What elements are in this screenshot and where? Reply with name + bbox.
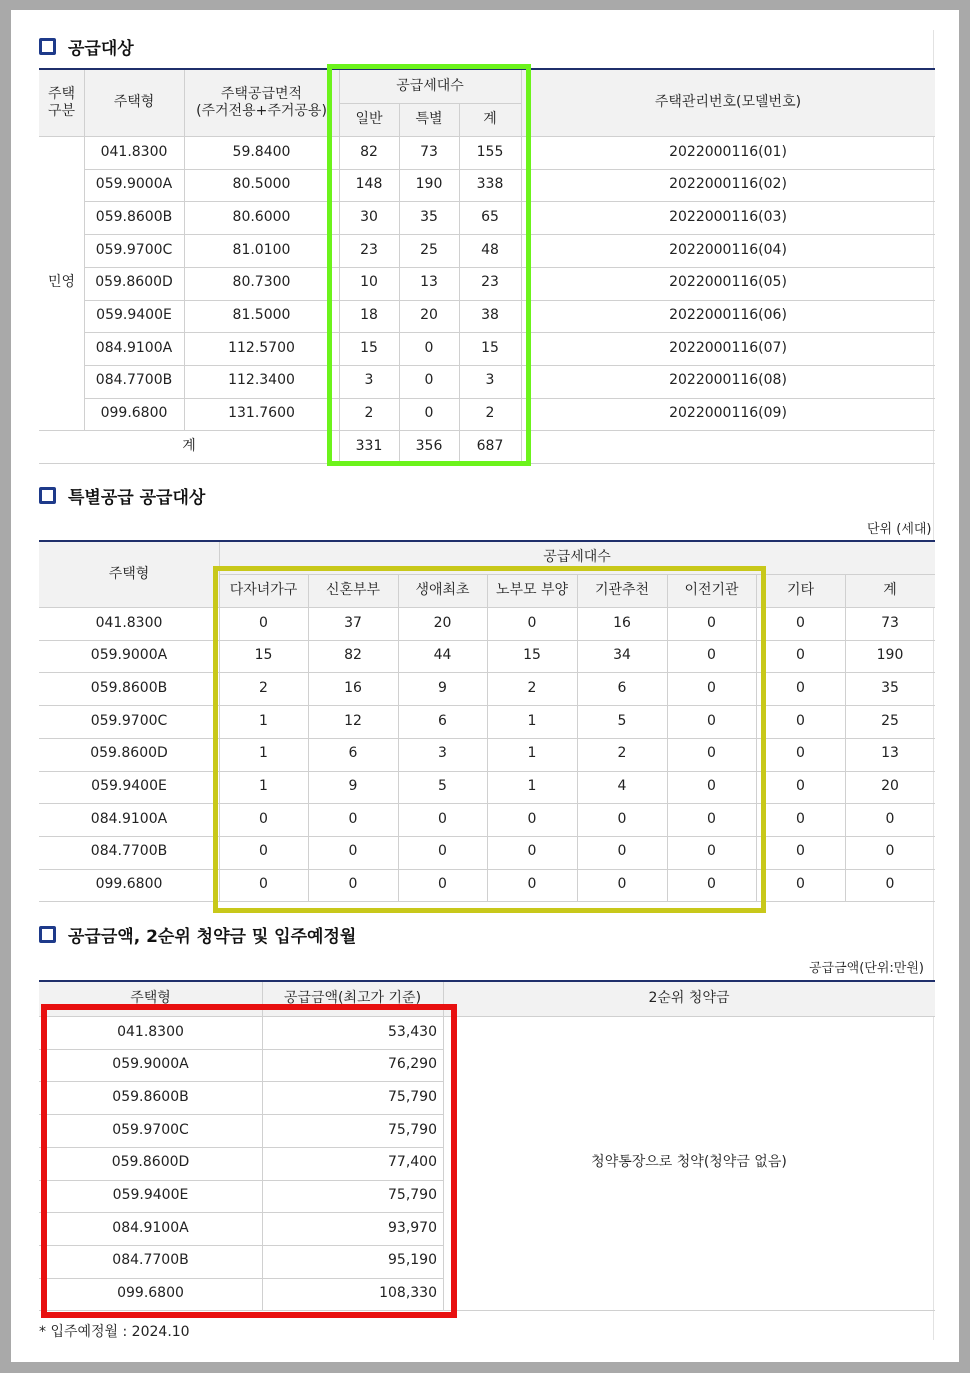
header-housing-type: 주택형	[39, 982, 262, 1016]
housing-type-cell: 059.9000A	[95, 176, 173, 193]
special-count-cell: 0	[438, 810, 447, 827]
special-count-cell: 82	[344, 647, 362, 664]
housing-category-value: 민영	[47, 274, 76, 291]
special-count-cell: 0	[707, 876, 716, 893]
header-special: 특별	[399, 103, 459, 136]
column-divider	[399, 103, 400, 463]
row-divider	[39, 901, 935, 902]
special-count-cell: 25	[420, 241, 438, 258]
special-count-cell: 6	[438, 712, 447, 729]
special-count-cell: 2	[259, 679, 268, 696]
special-count-cell: 0	[707, 647, 716, 664]
column-divider	[339, 70, 340, 463]
total-count-cell: 2	[485, 405, 495, 422]
header-special-category: 노부모 부양	[487, 574, 577, 607]
footnote-move-in: * 입주예정월 : 2024.10	[39, 1324, 190, 1340]
special-count-cell: 0	[348, 876, 358, 893]
special-count-cell: 0	[796, 745, 805, 762]
special-count-cell: 34	[613, 647, 631, 664]
total-count-cell: 155	[476, 143, 504, 160]
special-count-cell: 44	[433, 647, 452, 664]
header-housing-type: 주택형	[84, 70, 184, 136]
sum-general: 331	[355, 437, 383, 454]
housing-type-cell: 059.8600B	[112, 1088, 189, 1105]
special-count-cell: 4	[617, 778, 627, 795]
housing-type-cell: 041.8300	[100, 143, 168, 160]
header-special-category: 기관추천	[577, 574, 667, 607]
special-count-cell: 0	[796, 614, 805, 631]
unit-label: 공급금액(단위:만원)	[809, 961, 924, 976]
total-count-cell: 38	[481, 307, 499, 324]
supply-area-cell: 112.3400	[228, 372, 295, 389]
supply-area-cell: 112.5700	[228, 339, 295, 356]
column-divider	[84, 70, 85, 430]
special-count-cell: 9	[438, 679, 447, 696]
header-management-number: 주택관리번호(모델번호)	[521, 70, 935, 136]
supply-area-cell: 59.8400	[232, 143, 291, 160]
header-supply-price: 공급금액(최고가 기준)	[262, 982, 443, 1016]
row-divider	[339, 103, 521, 104]
housing-type-cell: 059.9000A	[112, 1056, 189, 1073]
special-count-cell: 20	[433, 614, 452, 631]
special-count-cell: 190	[415, 176, 443, 193]
total-count-cell: 23	[481, 274, 499, 291]
special-count-cell: 0	[617, 876, 627, 893]
management-number-cell: 2022000116(01)	[669, 143, 787, 160]
column-divider	[487, 574, 488, 901]
supply-price-cell: 93,970	[388, 1219, 437, 1236]
special-count-cell: 2	[527, 679, 537, 696]
column-divider	[521, 70, 522, 463]
second-deposit-value: 청약통장으로 청약(청약금 없음)	[591, 1154, 787, 1171]
general-count-cell: 30	[360, 208, 378, 225]
section-title-text: 공급대상	[68, 39, 134, 59]
special-count-cell: 0	[707, 810, 716, 827]
special-count-cell: 15	[523, 647, 541, 664]
special-count-cell: 3	[438, 745, 447, 762]
special-count-cell: 0	[796, 843, 805, 860]
special-count-cell: 0	[424, 405, 434, 422]
housing-type-cell: 059.9000A	[90, 647, 168, 664]
housing-type-cell: 099.6800	[100, 405, 168, 422]
special-count-cell: 35	[881, 679, 899, 696]
special-count-cell: 0	[438, 843, 447, 860]
section-title-special	[39, 483, 205, 508]
special-count-cell: 0	[348, 810, 358, 827]
total-count-cell: 48	[481, 241, 499, 258]
column-divider	[577, 574, 578, 901]
management-number-cell: 2022000116(02)	[669, 176, 787, 193]
general-count-cell: 10	[360, 274, 378, 291]
special-supply-table	[39, 540, 935, 906]
sum-label: 계	[182, 437, 196, 454]
special-count-cell: 1	[259, 712, 268, 729]
special-count-cell: 37	[344, 614, 362, 631]
square-bullet-icon	[39, 487, 56, 504]
section-title-price	[39, 922, 356, 947]
special-count-cell: 1	[527, 778, 537, 795]
housing-type-cell: 059.9400E	[91, 778, 167, 795]
total-count-cell: 15	[481, 339, 499, 356]
header-supply-count: 공급세대수	[219, 542, 935, 574]
header-general: 일반	[339, 103, 399, 136]
special-count-cell: 13	[881, 745, 899, 762]
housing-type-cell: 059.9700C	[112, 1121, 189, 1138]
sum-special: 356	[415, 437, 443, 454]
column-divider	[459, 103, 460, 463]
housing-type-cell: 084.9100A	[112, 1219, 189, 1236]
special-count-cell: 1	[527, 712, 537, 729]
special-count-cell: 0	[527, 876, 537, 893]
supply-area-cell: 80.7300	[232, 274, 291, 291]
header-special-category: 생애최초	[398, 574, 487, 607]
special-count-cell: 0	[707, 614, 716, 631]
special-count-cell: 0	[707, 778, 716, 795]
special-count-cell: 1	[259, 745, 268, 762]
row-divider	[39, 1310, 443, 1311]
housing-type-cell: 084.9100A	[90, 810, 168, 827]
general-count-cell: 3	[364, 372, 374, 389]
housing-type-cell: 059.8600B	[90, 679, 168, 696]
housing-type-cell: 041.8300	[95, 614, 163, 631]
management-number-cell: 2022000116(04)	[669, 241, 787, 258]
management-number-cell: 2022000116(06)	[669, 307, 787, 324]
header-housing-type: 주택형	[39, 542, 219, 607]
column-divider	[219, 542, 220, 901]
special-count-cell: 0	[885, 876, 895, 893]
column-divider	[845, 574, 846, 901]
housing-type-cell: 084.9100A	[95, 339, 173, 356]
header-total: 계	[459, 103, 521, 136]
header-special-category: 신혼부부	[308, 574, 398, 607]
supply-table	[39, 68, 935, 466]
special-count-cell: 0	[348, 843, 358, 860]
total-count-cell: 338	[476, 176, 504, 193]
column-divider	[262, 982, 263, 1310]
unit-label: 단위 (세대)	[867, 522, 932, 537]
total-count-cell: 65	[481, 208, 499, 225]
management-number-cell: 2022000116(03)	[669, 208, 787, 225]
header-special-category: 다자녀가구	[219, 574, 308, 607]
supply-price-cell: 77,400	[388, 1154, 437, 1171]
section-title-text: 공급금액, 2순위 청약금 및 입주예정월	[68, 927, 357, 947]
special-count-cell: 16	[613, 614, 631, 631]
special-count-cell: 73	[420, 143, 438, 160]
column-divider	[308, 574, 309, 901]
special-count-cell: 5	[617, 712, 627, 729]
housing-type-cell: 099.6800	[95, 876, 163, 893]
special-count-cell: 73	[881, 614, 899, 631]
special-count-cell: 1	[527, 745, 537, 762]
special-count-cell: 0	[707, 712, 716, 729]
housing-type-cell: 059.9400E	[96, 307, 172, 324]
header-special-category: 계	[845, 574, 935, 607]
housing-type-cell: 084.7700B	[95, 372, 173, 389]
special-count-cell: 13	[420, 274, 438, 291]
housing-type-cell: 059.9700C	[90, 712, 168, 729]
total-count-cell: 3	[485, 372, 495, 389]
section-title-supply	[39, 34, 134, 59]
management-number-cell: 2022000116(09)	[669, 405, 787, 422]
general-count-cell: 148	[355, 176, 383, 193]
special-count-cell: 0	[796, 810, 805, 827]
header-special-category: 이전기관	[667, 574, 756, 607]
housing-type-cell: 059.9400E	[112, 1187, 189, 1204]
special-count-cell: 2	[617, 745, 627, 762]
housing-type-cell: 059.8600D	[90, 745, 168, 762]
special-count-cell: 0	[796, 712, 805, 729]
housing-type-cell: 059.9700C	[95, 241, 173, 258]
special-count-cell: 0	[527, 614, 537, 631]
special-count-cell: 9	[348, 778, 358, 795]
row-divider	[443, 1310, 935, 1311]
housing-type-cell: 099.6800	[117, 1285, 184, 1302]
special-count-cell: 0	[424, 372, 434, 389]
special-count-cell: 25	[881, 712, 899, 729]
column-divider	[756, 574, 757, 901]
supply-area-cell: 80.5000	[232, 176, 291, 193]
supply-price-cell: 53,430	[388, 1023, 437, 1040]
special-count-cell: 20	[420, 307, 438, 324]
document-page	[11, 10, 959, 1362]
management-number-cell: 2022000116(08)	[669, 372, 787, 389]
supply-price-cell: 95,190	[388, 1252, 437, 1269]
section-title-text: 특별공급 공급대상	[68, 488, 206, 508]
special-count-cell: 0	[885, 810, 895, 827]
column-divider	[398, 574, 399, 901]
general-count-cell: 18	[360, 307, 378, 324]
housing-type-cell: 084.7700B	[112, 1252, 189, 1269]
special-count-cell: 0	[527, 810, 537, 827]
special-count-cell: 0	[259, 843, 268, 860]
sum-total: 687	[476, 437, 504, 454]
management-number-cell: 2022000116(05)	[669, 274, 787, 291]
square-bullet-icon	[39, 926, 56, 943]
general-count-cell: 82	[360, 143, 378, 160]
special-count-cell: 0	[424, 339, 434, 356]
management-number-cell: 2022000116(07)	[669, 339, 787, 356]
special-count-cell: 0	[259, 876, 268, 893]
special-count-cell: 20	[881, 778, 899, 795]
supply-price-cell: 76,290	[388, 1056, 437, 1073]
special-count-cell: 0	[796, 778, 805, 795]
column-divider	[667, 574, 668, 901]
special-count-cell: 0	[259, 614, 268, 631]
square-bullet-icon	[39, 38, 56, 55]
special-count-cell: 35	[420, 208, 438, 225]
special-count-cell: 5	[438, 778, 447, 795]
supply-area-cell: 81.0100	[232, 241, 291, 258]
housing-type-cell: 059.8600D	[95, 274, 173, 291]
special-count-cell: 6	[617, 679, 627, 696]
supply-price-cell: 75,790	[388, 1187, 437, 1204]
special-count-cell: 0	[617, 843, 627, 860]
special-count-cell: 0	[259, 810, 268, 827]
special-count-cell: 0	[796, 679, 805, 696]
special-count-cell: 0	[796, 876, 805, 893]
general-count-cell: 15	[360, 339, 378, 356]
header-supply-count: 공급세대수	[339, 70, 521, 103]
special-count-cell: 0	[527, 843, 537, 860]
special-count-cell: 0	[885, 843, 895, 860]
special-count-cell: 1	[259, 778, 268, 795]
supply-price-cell: 75,790	[388, 1121, 437, 1138]
general-count-cell: 2	[364, 405, 374, 422]
special-count-cell: 6	[348, 745, 358, 762]
supply-area-cell: 80.6000	[232, 208, 291, 225]
special-count-cell: 16	[344, 679, 362, 696]
housing-type-cell: 041.8300	[117, 1023, 184, 1040]
special-count-cell: 15	[254, 647, 273, 664]
supply-price-cell: 108,330	[379, 1285, 437, 1302]
column-divider	[443, 982, 444, 1310]
special-count-cell: 0	[707, 843, 716, 860]
price-table	[39, 980, 935, 1311]
housing-type-cell: 059.8600B	[95, 208, 173, 225]
general-count-cell: 23	[360, 241, 378, 258]
supply-area-cell: 81.5000	[232, 307, 291, 324]
housing-type-cell: 084.7700B	[90, 843, 168, 860]
special-count-cell: 0	[707, 745, 716, 762]
supply-area-cell: 131.7600	[228, 405, 295, 422]
supply-price-cell: 75,790	[388, 1088, 437, 1105]
special-count-cell: 0	[617, 810, 627, 827]
header-supply-area: 주택공급면적 (주거전용+주거공용)	[184, 70, 339, 136]
special-count-cell: 0	[438, 876, 447, 893]
special-count-cell: 190	[876, 647, 904, 664]
header-second-deposit: 2순위 청약금	[443, 982, 935, 1016]
special-count-cell: 0	[707, 679, 716, 696]
column-divider	[184, 70, 185, 430]
header-housing-category: 주택 구분	[39, 70, 84, 136]
special-count-cell: 0	[796, 647, 805, 664]
special-count-cell: 12	[344, 712, 362, 729]
row-divider	[39, 463, 935, 464]
housing-type-cell: 059.8600D	[111, 1154, 190, 1171]
header-special-category: 기타	[756, 574, 845, 607]
